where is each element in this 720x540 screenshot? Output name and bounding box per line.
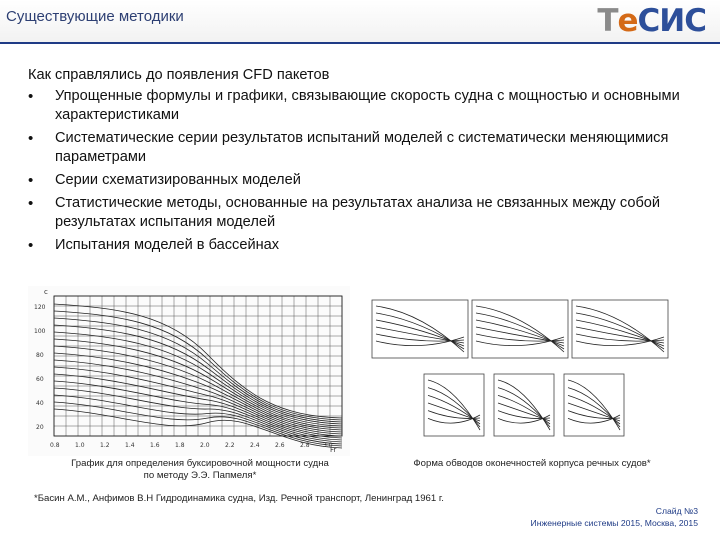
x-tick-label: 1.2 [100, 442, 110, 449]
logo-part-e: е [617, 3, 638, 39]
bullet-item: • Систематические серии результатов испытаний моделей с систематически меняющимися параметрами [28, 129, 708, 167]
tesis-logo [597, 2, 706, 40]
x-tick-label: 3.0 [323, 442, 333, 449]
y-tick-label: 80 [36, 352, 44, 359]
bullet-item: • Серии схематизированных моделей [28, 171, 708, 190]
y-tick-label: 20 [36, 424, 44, 431]
y-tick-label: 100 [34, 328, 46, 335]
slide-header [0, 0, 720, 42]
x-tick-label: 2.6 [275, 442, 285, 449]
left-caption-line: График для определения буксировочной мощности судна [71, 458, 329, 469]
hull-shapes-background [370, 298, 670, 443]
x-axis-symbol: Fr [330, 446, 337, 454]
intro-line: Как справлялись до появления CFD пакетов [28, 67, 330, 83]
x-tick-label: 1.6 [150, 442, 160, 449]
hull-shapes-image [370, 298, 670, 443]
y-tick-label: 40 [36, 400, 44, 407]
bullet-item: • Испытания моделей в бассейнах [28, 236, 708, 255]
x-tick-label: 1.0 [75, 442, 85, 449]
x-tick-label: 2.2 [225, 442, 235, 449]
bullet-item: • Упрощенные формулы и графики, связывающие скорость судна с мощностью и основными характеристиками [28, 87, 708, 125]
x-tick-label: 1.4 [125, 442, 135, 449]
logo-part-t: Т [597, 3, 618, 39]
bullet-list [28, 87, 708, 255]
y-tick-label: 60 [36, 376, 44, 383]
left-figure-caption [40, 458, 360, 482]
reference-footnote: *Басин А.М., Анфимов В.Н Гидродинамика судна, Изд. Речной транспорт, Ленинград 1961 г. [34, 493, 444, 504]
left-caption-line: по методу Э.Э. Папмеля* [143, 470, 257, 481]
logo-part-sis: СИС [637, 3, 706, 39]
x-tick-label: 1.8 [175, 442, 185, 449]
x-tick-label: 2.0 [200, 442, 210, 449]
slide-title: Существующие методики [6, 8, 184, 25]
y-axis-symbol: c [44, 288, 48, 296]
right-figure-caption: Форма обводов оконечностей корпуса речных судов* [413, 458, 651, 469]
slide-number: Слайд №3 [655, 506, 698, 516]
slide-body [28, 66, 708, 259]
papmel-chart-image [28, 286, 350, 456]
slide-footer [531, 505, 698, 529]
x-tick-label: 2.8 [300, 442, 310, 449]
event-label: Инженерные системы 2015, Москва, 2015 [530, 518, 698, 528]
bullet-item: • Статистические методы, основанные на результатах анализа не связанных между собой результатах испытания моделей [28, 194, 708, 232]
x-tick-label: 0.8 [50, 442, 60, 449]
y-tick-label: 120 [34, 304, 46, 311]
x-tick-label: 2.4 [250, 442, 260, 449]
header-divider [0, 42, 720, 44]
